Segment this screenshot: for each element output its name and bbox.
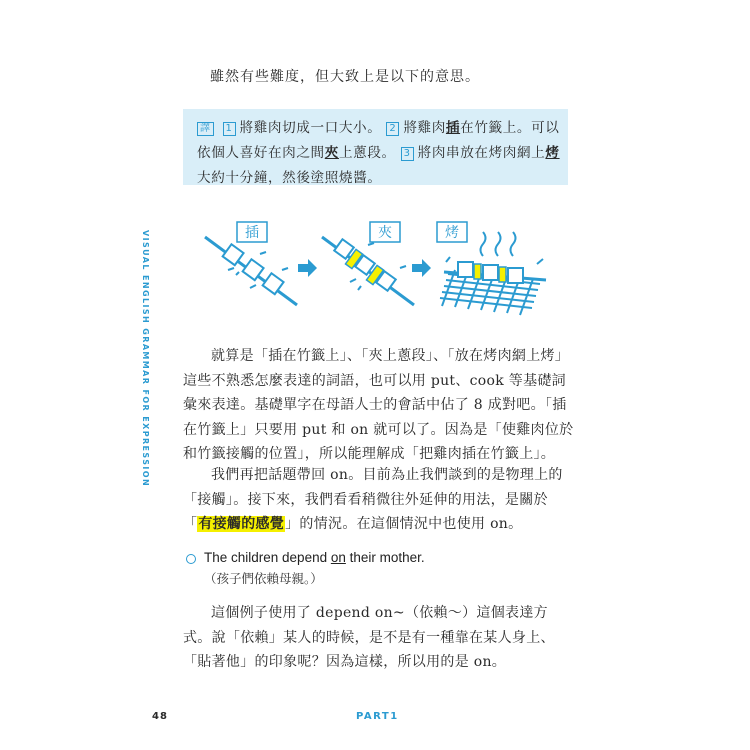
label-grill-text: 烤: [445, 225, 459, 241]
skewer-2: [322, 237, 414, 305]
step-3-badge: 3: [401, 147, 414, 161]
paragraph-1: [183, 344, 575, 467]
label-sandwich-text: 夾: [378, 225, 392, 241]
highlighted-phrase: 有接觸的感覺: [198, 516, 285, 532]
side-title-text: VISUAL ENGLISH GRAMMAR FOR EXPRESSION: [141, 230, 150, 488]
step-1-badge: 1: [223, 122, 236, 136]
translation-text: [197, 116, 562, 191]
steam-icon: [481, 232, 516, 256]
arrow-2-icon: [412, 259, 431, 277]
skewer-1: [205, 237, 297, 305]
step-3-text-a: 將肉串放在烤肉網上: [417, 145, 546, 161]
step-3-text-c: 大約十分鐘，然後塗照燒醬。: [197, 170, 382, 186]
label-sandwich: [370, 222, 400, 242]
step-2-text-a: 將雞肉: [403, 120, 446, 136]
example-chinese: （孩子們依賴母親。）: [204, 571, 323, 586]
step-2-badge: 2: [386, 122, 399, 136]
example-english-on: on: [330, 550, 346, 565]
part-label: PART1: [356, 711, 399, 722]
step-3-keyword-grill: 烤: [545, 145, 560, 161]
example-english-a: The children depend: [204, 550, 331, 565]
translation-tag: 譯: [197, 122, 214, 136]
paragraph-1-text: 就算是「插在竹籤上」、「夾上蔥段」、「放在烤肉網上烤」這些不熟悉怎麼表達的詞語，也可以用 put、cook 等基礎詞彙來表達。基礎單字在母語人士的會話中佔了 8 成對吧。「插在竹籤上」只要用 put 和 on 就可以了。因為是「使雞肉位於和竹籤接觸的位置」，所以能理解成「把雞肉插在竹籤上」。: [183, 348, 574, 462]
label-grill: [437, 222, 467, 242]
step-2-keyword-sandwich: 夾: [324, 145, 339, 161]
step-2-keyword-skewer: 插: [445, 120, 461, 136]
paragraph-2: [183, 463, 575, 537]
step-2-text-e: 上蔥段。: [338, 145, 396, 161]
example-english: [204, 550, 425, 565]
paragraph-2-text-b: 」的情況。在這個情況中也使用 on。: [285, 516, 523, 532]
arrow-1-icon: [298, 259, 317, 277]
bullet-circle-icon: [186, 554, 196, 564]
page-number: 48: [152, 711, 168, 722]
intro-sentence: 雖然有些難度，但大致上是以下的意思。: [210, 69, 480, 85]
skewer-illustration: [200, 212, 560, 322]
step-1-text: 將雞肉切成一口大小。: [239, 120, 382, 136]
paragraph-3: [183, 601, 575, 675]
label-skewer: [237, 222, 267, 242]
paragraph-3-text: 這個例子使用了 depend on~（依賴～）這個表達方式。說「依賴」某人的時候，是不是有一種靠在某人身上、「貼著他」的印象呢？因為這樣，所以用的是 on。: [183, 605, 555, 670]
step-2-text-c: 在竹籤上。可以依個人喜好在肉之間: [197, 120, 560, 161]
side-running-title: [134, 230, 154, 510]
paragraph-2-text-a: 我們再把話題帶回 on。目前為止我們談到的是物理上的「接觸」。接下來，我們看看稍微往外延伸的用法，是關於「: [183, 467, 563, 532]
label-skewer-text: 插: [245, 225, 259, 241]
example-english-c: their mother.: [345, 550, 425, 565]
grill-with-skewer: [440, 232, 546, 315]
